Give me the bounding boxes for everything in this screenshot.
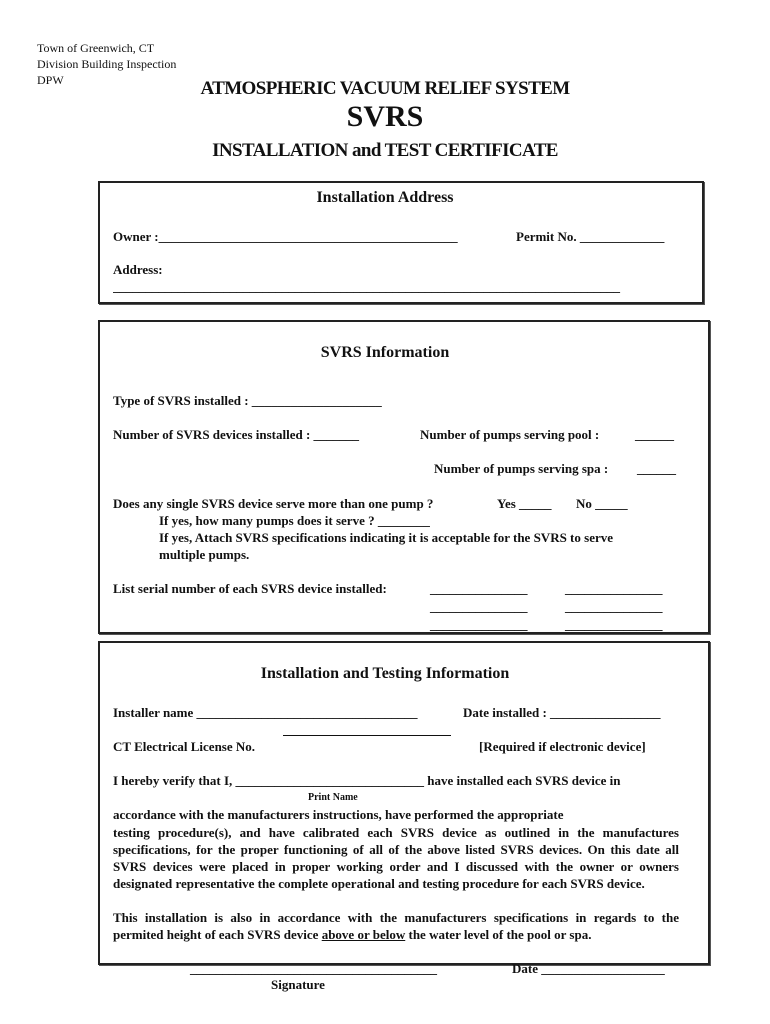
install-test-heading: Installation and Testing Information — [260, 665, 510, 682]
verify-paragraph-line1: accordance with the manufacturers instructions, have performed the appropriate — [113, 807, 564, 822]
owner-field[interactable]: Owner :______________________________________________ — [113, 229, 458, 244]
serial-field[interactable]: _______________ — [565, 617, 663, 632]
required-note: [Required if electronic device] — [479, 739, 646, 754]
no-field[interactable]: No _____ — [576, 496, 628, 511]
document-subtitle: SVRS — [346, 100, 424, 133]
signature-line[interactable]: ______________________________________ — [190, 961, 437, 976]
serial-field[interactable]: _______________ — [565, 581, 663, 596]
license-label: CT Electrical License No. — [113, 739, 256, 754]
spa-pumps-label: Number of pumps serving spa : — [434, 461, 609, 476]
verify-paragraph: testing procedure(s), and have calibrated each SVRS device as outlined in the manufactures specifications, for the proper functioning of all of the above listed SVRS devices. On this date all SVRS devices were placed in proper working order and I discussed with the owner or owners designated representative the complete operational and testing procedure for each SVRS device. — [113, 825, 679, 891]
permit-field[interactable]: Permit No. _____________ — [516, 229, 665, 244]
document-title: ATMOSPHERIC VACUUM RELIEF SYSTEM — [200, 78, 570, 99]
serial-field[interactable]: _______________ — [430, 617, 528, 632]
serial-field[interactable]: _______________ — [565, 599, 663, 614]
serial-field[interactable]: _______________ — [430, 599, 528, 614]
yes-field[interactable]: Yes _____ — [497, 496, 552, 511]
license-number-line[interactable] — [283, 735, 451, 736]
date-installed-field[interactable]: Date installed : _________________ — [463, 705, 661, 720]
serial-numbers-label: List serial number of each SVRS device installed: — [113, 581, 387, 596]
org-division: Division Building Inspection — [37, 57, 177, 71]
org-dept: DPW — [37, 73, 64, 87]
address-label: Address: — [113, 262, 163, 277]
spa-pumps-field[interactable]: ______ — [637, 461, 676, 476]
svrs-info-heading: SVRS Information — [320, 344, 450, 361]
multi-pump-question: Does any single SVRS device serve more than one pump ? — [113, 496, 434, 511]
pool-pumps-field[interactable]: ______ — [635, 427, 674, 442]
svrs-device-count-field[interactable]: Number of SVRS devices installed : _______ — [113, 427, 360, 442]
verify-statement[interactable]: I hereby verify that I, _____________________________ have installed each SVRS device in — [113, 773, 621, 788]
signature-label: Signature — [271, 977, 325, 992]
above-below-emphasis: above or below — [321, 927, 406, 942]
attach-specs-line2: multiple pumps. — [159, 547, 250, 562]
certificate-title: INSTALLATION and TEST CERTIFICATE — [212, 140, 558, 161]
pool-pumps-label: Number of pumps serving pool : — [420, 427, 600, 442]
signature-date-field[interactable]: Date ___________________ — [512, 961, 665, 976]
address-field[interactable]: ______________________________________________________________________________ — [113, 279, 620, 294]
pump-count-field[interactable]: If yes, how many pumps does it serve ? ________ — [159, 513, 430, 528]
address-heading: Installation Address — [316, 189, 454, 206]
org-name: Town of Greenwich, CT — [37, 41, 155, 55]
attach-specs-line1: If yes, Attach SVRS specifications indicating it is acceptable for the SVRS to serve — [159, 530, 614, 545]
svrs-type-field[interactable]: Type of SVRS installed : ____________________ — [113, 393, 382, 408]
height-paragraph: This installation is also in accordance with the manufacturers specifications in regards to the permited height of each SVRS device above or below the water level of the pool or spa. — [113, 910, 679, 942]
installer-name-field[interactable]: Installer name __________________________________ — [113, 705, 418, 720]
print-name-label: Print Name — [308, 792, 358, 803]
serial-field[interactable]: _______________ — [430, 581, 528, 596]
